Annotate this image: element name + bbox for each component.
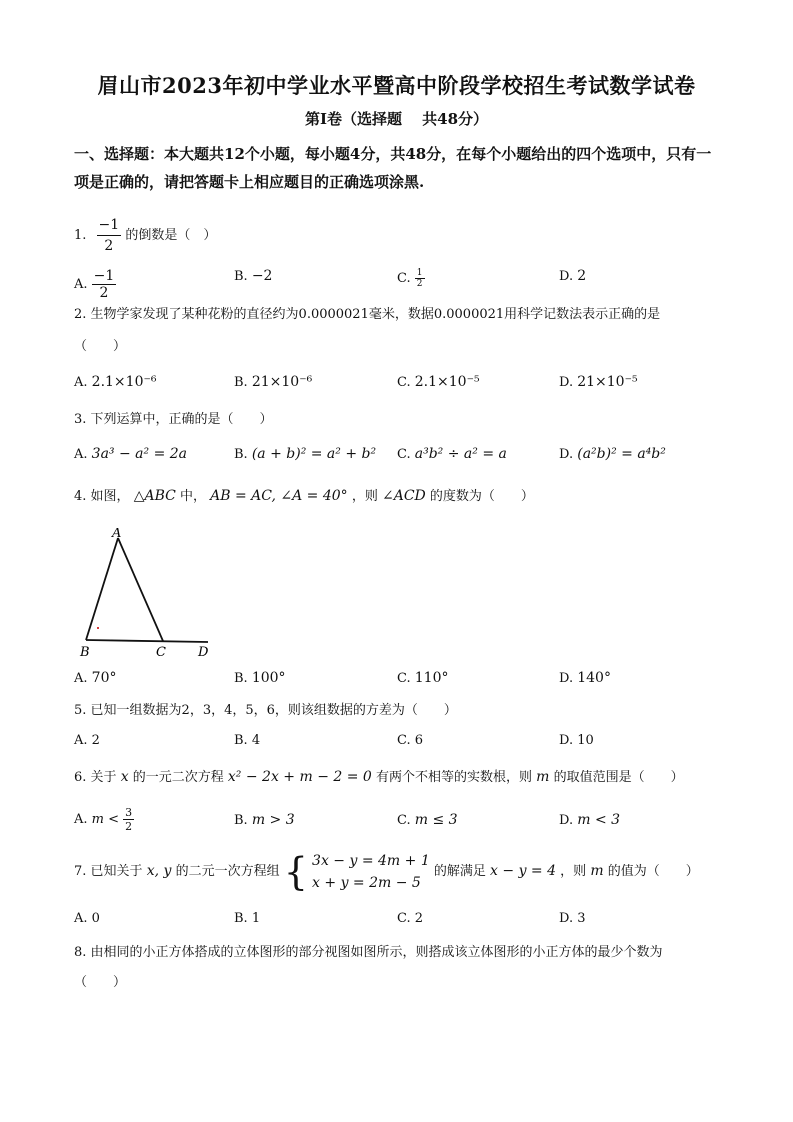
option-b[interactable]: B. m > 3 xyxy=(234,812,295,828)
equation-system xyxy=(312,850,430,894)
given-condition: AB = AC, ∠A = 40° xyxy=(210,488,348,504)
question-3 xyxy=(74,410,273,430)
option-c[interactable]: C. 2.1×10⁻⁵ xyxy=(397,374,480,390)
label-a: A xyxy=(112,528,122,541)
exam-title: 眉山市2023年初中学业水平暨高中阶段学校招生考试数学试卷 xyxy=(97,73,696,98)
option-c-value: $\frac{1}{2}$ xyxy=(416,268,423,289)
option-a[interactable]: A. 3a³ − a² = 2a xyxy=(74,446,188,462)
option-c-value: m ≤ 3 xyxy=(414,812,458,828)
question-2-paren: （ ） xyxy=(74,339,127,354)
line-bd xyxy=(86,640,208,642)
question-text: 已知一组数据为2，3，4，5，6，则该组数据的方差为（ ） xyxy=(90,703,457,718)
option-d-value: 2 xyxy=(577,268,587,284)
question-number: 6. xyxy=(74,770,87,785)
option-b-value: 21×10⁻⁶ xyxy=(251,374,313,390)
q4-options xyxy=(74,670,724,694)
option-a[interactable]: A. 2 xyxy=(74,733,100,748)
option-a-value: $\frac{-1}{2}$ xyxy=(93,268,115,301)
side-ab xyxy=(86,538,118,640)
system-brace: { xyxy=(283,849,308,894)
question-number: 3. xyxy=(74,412,87,427)
option-d[interactable]: D. (a²b)² = a⁴b² xyxy=(559,446,666,462)
option-c[interactable]: C. a³b² ÷ a² = a xyxy=(397,446,507,462)
option-b[interactable]: B. 21×10⁻⁶ xyxy=(234,374,313,390)
option-a[interactable]: A. 70° xyxy=(74,670,117,686)
q2-options xyxy=(74,374,724,398)
target-angle: ∠ACD xyxy=(381,488,426,504)
q1-options xyxy=(74,268,724,301)
section-subtitle: 第Ⅰ卷（选择题 共48分） xyxy=(304,110,489,128)
option-d[interactable]: D. 140° xyxy=(559,670,611,686)
solution-condition: x − y = 4 xyxy=(490,863,557,879)
question-text: 生物学家发现了某种花粉的直径约为0.0000021毫米，数据0.0000021用科学记数法表示正确的是 xyxy=(90,307,661,322)
question-number: 5. xyxy=(74,703,87,718)
triangle-figure xyxy=(76,528,226,663)
option-c-value: a³b² ÷ a² = a xyxy=(414,446,507,462)
option-b[interactable]: B. 1 xyxy=(234,911,261,926)
question-8-paren: （ ） xyxy=(74,975,127,990)
option-b-value: (a + b)² = a² + b² xyxy=(251,446,377,462)
question-number: 2. xyxy=(74,307,87,322)
option-d-value: (a²b)² = a⁴b² xyxy=(577,446,666,462)
option-a[interactable]: A. 0 xyxy=(74,911,100,926)
question-number: 8. xyxy=(74,945,87,960)
option-b-value: 100° xyxy=(251,670,286,686)
label-c: C xyxy=(156,645,166,660)
question-5 xyxy=(74,701,457,721)
option-c[interactable]: C. m ≤ 3 xyxy=(397,812,458,828)
quadratic-equation: x² − 2x + m − 2 = 0 xyxy=(227,769,372,785)
option-d[interactable]: D. m < 3 xyxy=(559,812,621,828)
question-1 xyxy=(74,215,216,256)
mark-dot xyxy=(97,627,99,629)
question-6: 6. 关于 x 的一元二次方程 x² − 2x + m − 2 = 0 有两个不相等的实数根，则 m 的取值范围是（ ） xyxy=(74,769,684,785)
option-b-value: m > 3 xyxy=(251,812,295,828)
option-d[interactable]: D. 21×10⁻⁵ xyxy=(559,374,638,390)
equation-2: x + y = 2m − 5 xyxy=(312,874,421,891)
option-a-value: 70° xyxy=(91,670,117,686)
option-b-value: −2 xyxy=(251,268,273,284)
option-c[interactable]: C. 110° xyxy=(397,670,449,686)
q7-options xyxy=(74,911,724,935)
option-d[interactable]: D. 2 xyxy=(559,268,587,284)
option-d[interactable]: D. 10 xyxy=(559,733,594,748)
option-c[interactable]: C. $\frac{1}{2}$ xyxy=(397,268,423,289)
question-number: 1. xyxy=(74,228,87,243)
option-c[interactable]: C. 2 xyxy=(397,911,424,926)
question-text: 由相同的小正方体搭成的立体图形的部分视图如图所示，则搭成该立体图形的小正方体的最少个数为 xyxy=(90,945,663,960)
question-number: 7. xyxy=(74,864,87,879)
question-text: 的倒数是（ ） xyxy=(125,228,217,243)
option-a[interactable]: A. $\frac{-1}{2}$ xyxy=(74,268,115,301)
option-d[interactable]: D. 3 xyxy=(559,911,586,926)
question-8 xyxy=(74,943,663,963)
option-b[interactable]: B. (a + b)² = a² + b² xyxy=(234,446,377,462)
section-heading: 一、选择题：本大题共12个小题，每小题4分，共48分，在每个小题给出的四个选项中，只有一项是正确的，请把答题卡上相应题目的正确选项涂黑. xyxy=(74,145,712,191)
option-b[interactable]: B. −2 xyxy=(234,268,273,284)
equation-1: 3x − y = 4m + 1 xyxy=(312,852,430,869)
option-a-value: $\frac{3}{2}$ xyxy=(125,806,133,833)
option-d-value: 140° xyxy=(577,670,611,686)
q3-options xyxy=(74,446,724,470)
question-7: 7. 已知关于 x, y 的二元一次方程组 { 3x − y = 4m + 1 x + y = 2m − 5 的解满足 x − y = 4 ，则 m 的值为（ ） xyxy=(74,849,699,894)
option-a[interactable]: A. 2.1×10⁻⁶ xyxy=(74,374,157,390)
question-number: 4. xyxy=(74,489,87,504)
label-d: D xyxy=(198,645,209,660)
option-b[interactable]: B. 100° xyxy=(234,670,286,686)
q5-options xyxy=(74,733,724,757)
question-4: 4. 如图， △ABC 中， AB = AC, ∠A = 40° ，则 ∠ACD 的度数为（ ） xyxy=(74,488,534,504)
triangle-name: △ABC xyxy=(133,488,176,504)
option-c-value: 2.1×10⁻⁵ xyxy=(414,374,480,390)
label-b: B xyxy=(80,645,90,660)
question-text: 下列运算中，正确的是（ ） xyxy=(90,412,273,427)
q1-expression: $\frac{-1}{2}$ xyxy=(98,217,120,254)
question-2 xyxy=(74,305,660,325)
option-a-value: 2.1×10⁻⁶ xyxy=(91,374,157,390)
option-c-value: 110° xyxy=(414,670,449,686)
option-c[interactable]: C. 6 xyxy=(397,733,424,748)
option-b[interactable]: B. 4 xyxy=(234,733,261,748)
option-d-value: m < 3 xyxy=(577,812,621,828)
q6-options xyxy=(74,806,724,840)
option-d-value: 21×10⁻⁵ xyxy=(577,374,638,390)
side-ac xyxy=(118,538,163,641)
option-a[interactable]: A. m < $\frac{3}{2}$ xyxy=(74,806,133,833)
option-a-value: 3a³ − a² = 2a xyxy=(91,446,188,462)
